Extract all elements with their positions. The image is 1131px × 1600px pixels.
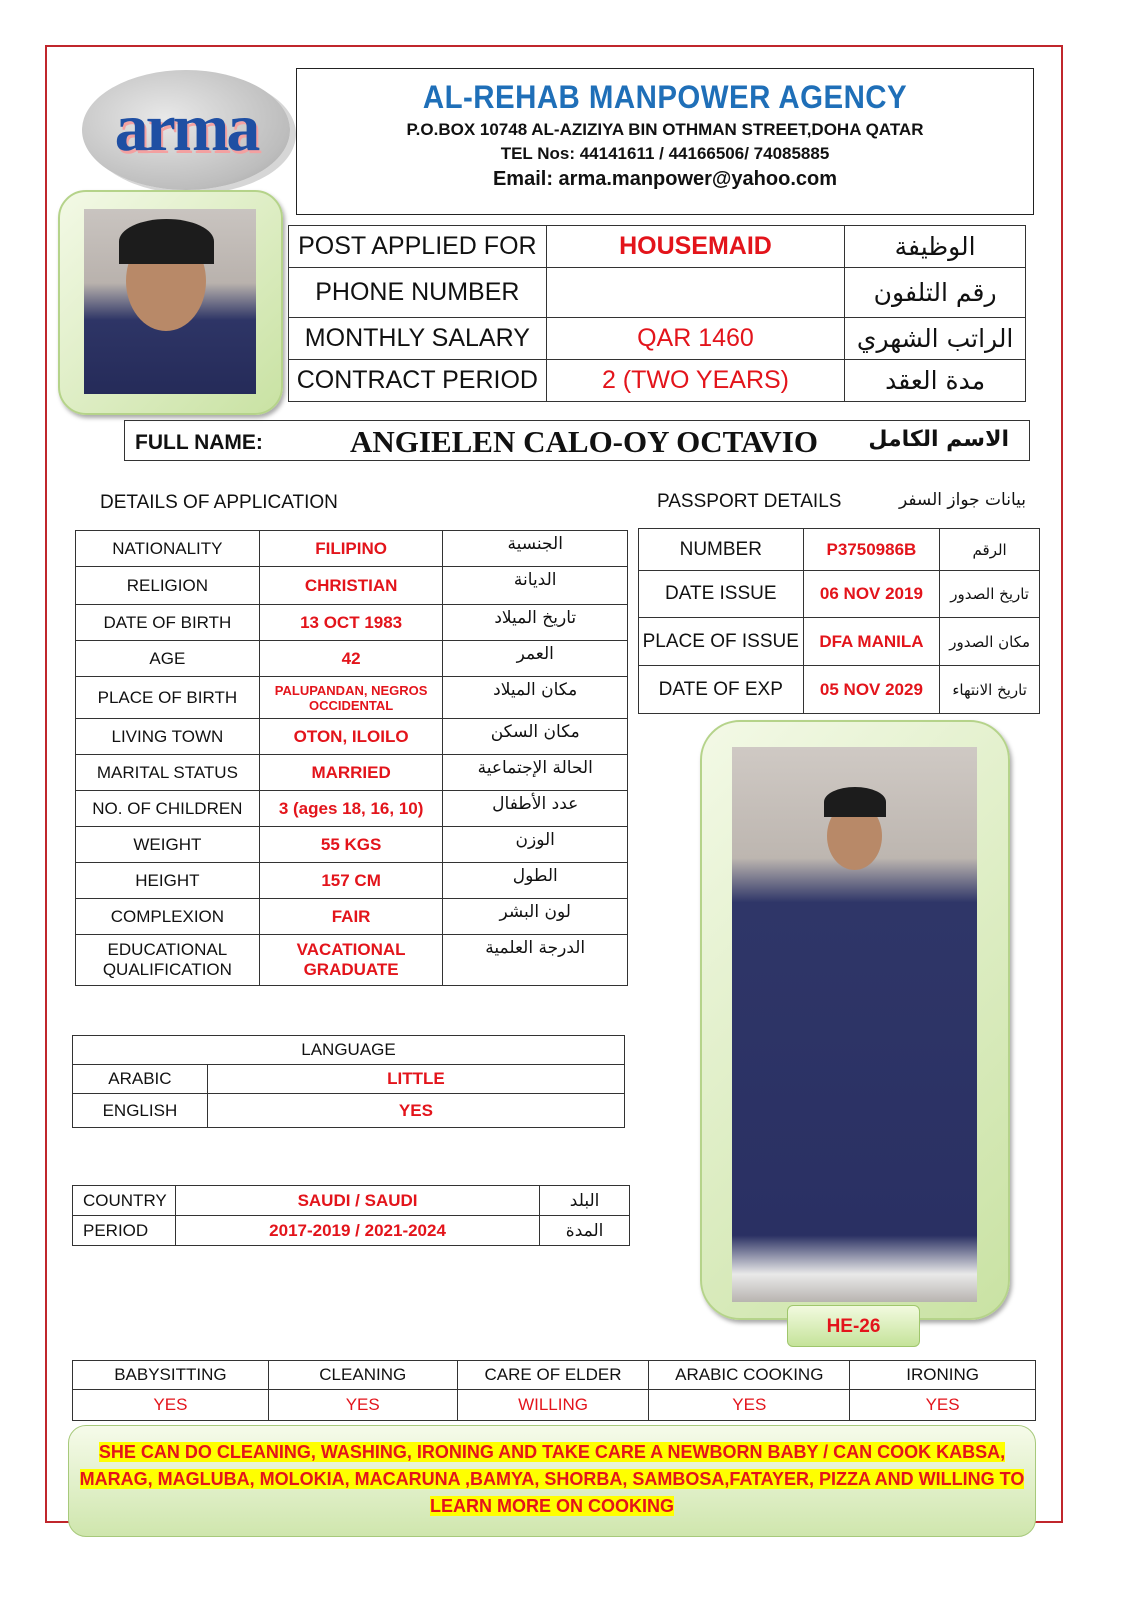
label-ar: تاريخ الميلاد: [443, 605, 628, 641]
label: NATIONALITY: [76, 531, 260, 567]
table-row: [76, 719, 628, 755]
label-ar: تاريخ الصدور: [940, 571, 1040, 618]
label-ar: البلد: [540, 1186, 630, 1216]
label-ar: عدد الأطفال: [443, 791, 628, 827]
value: 55 KGS: [259, 827, 443, 863]
table-row: [73, 1186, 630, 1216]
value: 05 NOV 2029: [803, 666, 940, 714]
label: POST APPLIED FOR: [289, 226, 547, 268]
label: CONTRACT PERIOD: [289, 360, 547, 402]
portrait-photo: [84, 209, 256, 394]
value: DFA MANILA: [803, 618, 940, 666]
value: FILIPINO: [259, 531, 443, 567]
label-ar: الرقم: [940, 529, 1040, 571]
value: [546, 268, 845, 318]
table-row: [76, 567, 628, 605]
label-ar: مكان السكن: [443, 719, 628, 755]
table-row: [76, 791, 628, 827]
label: MONTHLY SALARY: [289, 318, 547, 360]
portrait-frame: [58, 190, 283, 415]
experience-table: [72, 1185, 630, 1246]
skill-label: IRONING: [850, 1361, 1036, 1390]
value: 2 (TWO YEARS): [546, 360, 845, 402]
table-row: [76, 827, 628, 863]
table-row: [73, 1065, 625, 1094]
table-row: [289, 318, 1026, 360]
label: NUMBER: [639, 529, 804, 571]
full-name-label-ar: الاسم الكامل: [868, 427, 1009, 452]
label: DATE ISSUE: [639, 571, 804, 618]
skill-value: WILLING: [457, 1390, 649, 1421]
details-title: DETAILS OF APPLICATION: [100, 492, 338, 513]
table-row: [76, 605, 628, 641]
label-ar: لون البشر: [443, 899, 628, 935]
skills-table: [72, 1360, 1036, 1421]
label: COUNTRY: [73, 1186, 176, 1216]
full-name-box: [124, 420, 1030, 461]
table-row: [639, 529, 1040, 571]
label: PHONE NUMBER: [289, 268, 547, 318]
table-row: [76, 677, 628, 719]
value: 13 OCT 1983: [259, 605, 443, 641]
table-row: [76, 863, 628, 899]
skill-value: YES: [268, 1390, 457, 1421]
label-ar: الوظيفة: [845, 226, 1026, 268]
label: HEIGHT: [76, 863, 260, 899]
table-row: [76, 755, 628, 791]
value: 3 (ages 18, 16, 10): [259, 791, 443, 827]
label-ar: مدة العقد: [845, 360, 1026, 402]
label: DATE OF EXP: [639, 666, 804, 714]
language-title: LANGUAGE: [73, 1036, 625, 1065]
table-row: [289, 360, 1026, 402]
label: DATE OF BIRTH: [76, 605, 260, 641]
table-row: [73, 1094, 625, 1128]
label-ar: رقم التلفون: [845, 268, 1026, 318]
agency-logo: [82, 70, 290, 190]
skill-label: BABYSITTING: [73, 1361, 269, 1390]
label: ENGLISH: [73, 1094, 208, 1128]
skill-value: YES: [649, 1390, 850, 1421]
table-row: [76, 935, 628, 986]
skill-value: YES: [850, 1390, 1036, 1421]
remarks-line: LEARN MORE ON COOKING: [429, 1496, 674, 1516]
remarks-line: SHE CAN DO CLEANING, WASHING, IRONING AND TAKE CARE A NEWBORN BABY / CAN COOK KABSA,: [98, 1442, 1006, 1462]
table-row: [76, 531, 628, 567]
label: AGE: [76, 641, 260, 677]
table-row: [73, 1216, 630, 1246]
label-ar: الوزن: [443, 827, 628, 863]
value: SAUDI / SAUDI: [175, 1186, 539, 1216]
full-name-label: FULL NAME:: [135, 431, 263, 454]
label: PLACE OF ISSUE: [639, 618, 804, 666]
label: PERIOD: [73, 1216, 176, 1246]
agency-address: P.O.BOX 10748 AL-AZIZIYA BIN OTHMAN STREET,DOHA QATAR: [406, 120, 924, 139]
label-ar: الراتب الشهري: [845, 318, 1026, 360]
full-body-photo-frame: [700, 720, 1010, 1320]
skill-label: ARABIC COOKING: [649, 1361, 850, 1390]
label-ar: مكان الصدور: [940, 618, 1040, 666]
label: COMPLEXION: [76, 899, 260, 935]
logo-text: arma: [114, 89, 258, 165]
skill-label: CLEANING: [268, 1361, 457, 1390]
value: 2017-2019 / 2021-2024: [175, 1216, 539, 1246]
agency-tel: TEL Nos: 44141611 / 44166506/ 74085885: [500, 144, 830, 163]
label: LIVING TOWN: [76, 719, 260, 755]
table-row: [76, 641, 628, 677]
value: PALUPANDAN, NEGROS OCCIDENTAL: [259, 677, 443, 719]
label-ar: الديانة: [443, 567, 628, 605]
value: MARRIED: [259, 755, 443, 791]
candidate-code-badge: HE-26: [787, 1305, 920, 1347]
label-ar: تاريخ الانتهاء: [940, 666, 1040, 714]
value: QAR 1460: [546, 318, 845, 360]
value: P3750986B: [803, 529, 940, 571]
table-row: [639, 666, 1040, 714]
label-ar: الحالة الإجتماعية: [443, 755, 628, 791]
label-ar: الدرجة العلمية: [443, 935, 628, 986]
value: FAIR: [259, 899, 443, 935]
table-row: [639, 618, 1040, 666]
language-table: [72, 1035, 625, 1128]
label-ar: الجنسية: [443, 531, 628, 567]
summary-table: [288, 225, 1026, 402]
label-ar: الطول: [443, 863, 628, 899]
table-row: [639, 571, 1040, 618]
label: PLACE OF BIRTH: [76, 677, 260, 719]
remarks-line: MARAG, MAGLUBA, MOLOKIA, MACARUNA ,BAMYA, SHORBA, SAMBOSA,FATAYER, PIZZA AND WILLING TO: [79, 1469, 1025, 1489]
value: OTON, ILOILO: [259, 719, 443, 755]
details-table: [75, 530, 628, 986]
agency-email: Email: arma.manpower@yahoo.com: [492, 168, 838, 190]
label: WEIGHT: [76, 827, 260, 863]
label: MARITAL STATUS: [76, 755, 260, 791]
label: NO. OF CHILDREN: [76, 791, 260, 827]
label-ar: المدة: [540, 1216, 630, 1246]
table-row: [289, 268, 1026, 318]
value: LITTLE: [207, 1065, 624, 1094]
full-body-photo: [732, 747, 977, 1302]
value: HOUSEMAID: [546, 226, 845, 268]
passport-table: [638, 528, 1040, 714]
label-ar: مكان الميلاد: [443, 677, 628, 719]
passport-title: PASSPORT DETAILS: [657, 491, 842, 512]
label: EDUCATIONAL QUALIFICATION: [76, 935, 260, 986]
label: RELIGION: [76, 567, 260, 605]
label: ARABIC: [73, 1065, 208, 1094]
agency-header: [296, 68, 1034, 215]
value: CHRISTIAN: [259, 567, 443, 605]
agency-name: AL-REHAB MANPOWER AGENCY: [422, 79, 908, 115]
full-name-value: ANGIELEN CALO-OY OCTAVIO: [350, 424, 818, 459]
value: 42: [259, 641, 443, 677]
value: 157 CM: [259, 863, 443, 899]
table-row: [289, 226, 1026, 268]
value: 06 NOV 2019: [803, 571, 940, 618]
label-ar: العمر: [443, 641, 628, 677]
value: YES: [207, 1094, 624, 1128]
skill-label: CARE OF ELDER: [457, 1361, 649, 1390]
skill-value: YES: [73, 1390, 269, 1421]
remarks-box: [68, 1425, 1036, 1537]
table-row: [76, 899, 628, 935]
passport-title-ar: بيانات جواز السفر: [898, 490, 1026, 510]
value: VACATIONAL GRADUATE: [259, 935, 443, 986]
